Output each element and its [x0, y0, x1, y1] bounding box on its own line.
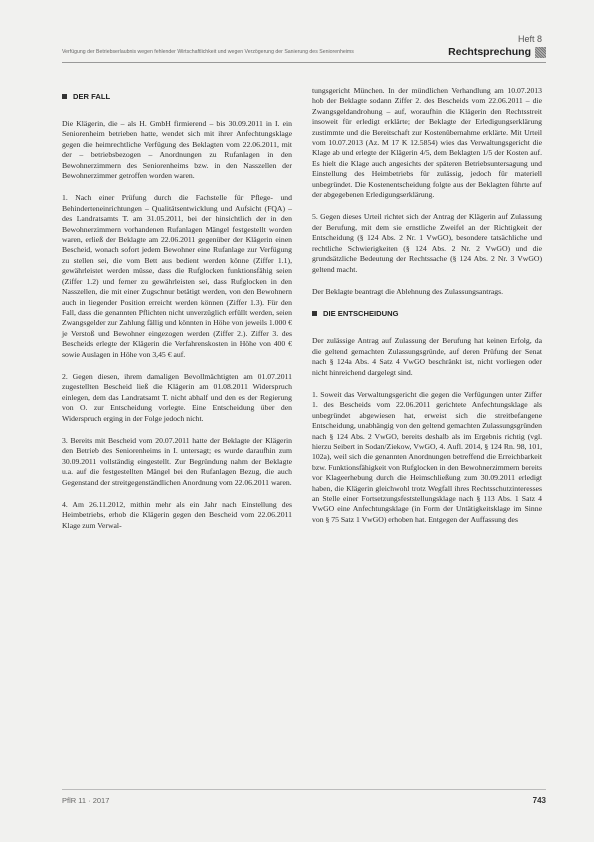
paragraph: 3. Bereits mit Bescheid vom 20.07.2011 hatte der Beklagte der Klägerin den Betrieb des Seniorenheims in I. untersagt; es wurde daraufhin zum 30.09.2011 vollständig eingestellt. Zur Begründung nahm der Beklagte u.a. auf die festgestellten Mängel bei den Rufanlagen Bezug, die auch Gegenstand der streitgegenständlichen Anordnung vom 22.06.2011 waren.	[62, 435, 292, 487]
section-tag: Heft 8	[517, 34, 542, 44]
footer	[62, 794, 546, 806]
section-heading-entscheidung: DIE ENTSCHEIDUNG	[312, 309, 542, 318]
paragraph: 2. Gegen diesen, ihrem damaligen Bevollmächtigten am 01.07.2011 zugestellten Bescheid ließ die Klägerin am 01.08.2011 Widerspruch einlegen, dem das Landratsamt T. nicht abhalf und den es der Regierung von O. zur Entscheidung vorlegte. Eine Entscheidung über den Widerspruch erging in der Folge jedoch nicht.	[62, 371, 292, 423]
section-heading-fall: DER FALL	[62, 92, 292, 101]
rubric-box-icon	[535, 47, 546, 58]
paragraph: Die Klägerin, die – als H. GmbH firmierend – bis 30.09.2011 in I. ein Seniorenheim betrieben hatte, wendet sich mit ihrer Anfechtungsklage gegen die heimrechtliche Verfügung des Beklagten vom 22.06.2011, mit der – betriebsbezogen – Anordnungen zu Rufanlagen in den Bewohnerzimmern des Seniorenheims bzw. in den Nasszellen der Bewohnerzimmer getroffen worden waren.	[62, 119, 292, 181]
paragraph: 1. Nach einer Prüfung durch die Fachstelle für Pflege- und Behinderteneinrichtungen – Qualitätsentwicklung und Aufsicht (FQA) – des Landratsamts T. am 31.05.2011, bei der hinsichtlich der in den Bewohnerzimmern vorhandenen Rufanlagen Mängel festgestellt worden waren, erließ der Beklagte am 22.06.2011 gegenüber der Klägerin einen Bescheid, wonach sofort jedem Bewohner eine Rufanlage zur Verfügung zu stellen sei, die vom Bett aus bedient werden könne (Ziffer 1.1), gewährleistet werden müsse, dass die Rufglocken funktionsfähig seien (Ziffer 1.2) und ferner zu gewährleisten sei, dass Rufglocken in den Nasszellen, die mit einer Zugschnur betätigt werden, von den Bewohnern auch in liegender Position erreicht werden können (Ziffer 1.3). Für den Fall, dass die genannten Pflichten nicht unverzüglich erfüllt werden, seien Zwangsgelder zur Zahlung fällig und könnten in Höhe von jeweils 1.000 € je Verstoß und Bewohner eingezogen werden (Ziffer 2.). Ziffer 3. des Bescheids erlegte der Klägerin die Verfahrenskosten in Höhe von 400 € sowie Auslagen in Höhe von 3,45 € auf.	[62, 193, 292, 359]
square-bullet-icon	[312, 311, 317, 316]
paragraph: Der zulässige Antrag auf Zulassung der Berufung hat keinen Erfolg, da die geltend gemachten Zulassungsgründe, auf deren Prüfung der Senat nach § 124a Abs. 4 Satz 4 VwGO beschränkt ist, nicht vorliegen oder nicht hinreichend dargelegt sind.	[312, 336, 542, 377]
paragraph: Der Beklagte beantragt die Ablehnung des Zulassungsantrags.	[312, 286, 504, 296]
page-number: 743	[532, 795, 546, 805]
paragraph: tungsgericht München. In der mündlichen Verhandlung am 10.07.2013 hob der Beklagte sodann Ziffer 2. des Bescheids vom 22.06.2011 – die Zwangsgeldandrohung – auf, woraufhin die Klägerin den Rechtsstreit insoweit für erledigt erklärte; der Beklagte der Erledigungserklärung zustimmte und die Bereitschaft zur Kostenübernahme erklärte. Mit Urteil vom 10.07.2013 (Az. M 17 K 12.5854) wies das Verwaltungsgericht die Klage ab und erlegte der Klägerin 4/5, dem Beklagten 1/5 der Kosten auf. Es hielt die Klage auch angesichts der späteren Betriebsuntersagung und Einstellung des Heimbetriebs für zulässig, jedoch für materiell unbegründet. Die Kostenentscheidung folgte aus der Beklagten führte auf der abgegebenen Erledigungserklärung.	[312, 86, 542, 200]
rubric-label: Rechtsprechung	[448, 46, 531, 58]
paragraph: 4. Am 26.11.2012, mithin mehr als ein Jahr nach Einstellung des Heimbetriebs, erhob die Klägerin gegen den Bescheid vom 22.06.2011 Klage zum Verwal-	[62, 500, 292, 530]
footer-rule	[62, 789, 546, 790]
left-column	[62, 92, 292, 543]
paragraph: 5. Gegen dieses Urteil richtet sich der Antrag der Klägerin auf Zulassung der Berufung, mit dem sie ernstliche Zweifel an der Richtigkeit der Entscheidung (§ 124 Abs. 2 Nr. 1 VwGO), besondere tatsächliche und rechtliche Schwierigkeiten (§ 124 Abs. 2 Nr. 2 VwGO) und die grundsätzliche Bedeutung der Rechtssache (§ 124 Abs. 2 Nr. 3 VwGO) geltend macht.	[312, 212, 542, 274]
running-header	[62, 42, 546, 63]
rubric	[448, 46, 546, 58]
journal-issue: PflR 11 · 2017	[62, 795, 110, 805]
right-column	[312, 86, 542, 537]
header-subtitle: Verfügung der Betriebserlaubnis wegen fehlender Wirtschaftlichkeit und wegen Verzögerung der Sanierung des Seniorenheims	[62, 49, 354, 55]
square-bullet-icon	[62, 94, 67, 99]
paragraph: 1. Soweit das Verwaltungsgericht die gegen die Verfügungen unter Ziffer 1. des Bescheids vom 22.06.2011 gerichtete Anfechtungsklage als unbegründet abgewiesen hat, erweist sich die streitbefangene Entscheidung, unabhängig von den geltend gemachten Zulassungsgründen nach § 124 Abs. 2 VwGO, bereits deshalb als im Ergebnis richtig (vgl. hierzu Seibert in Sodan/Ziekow, VwGO, 4. Aufl. 2014, § 124 Rn. 98, 101, 102a), weil sich die genannten Anordnungen betreffend die Erreichbarkeit bzw. Funktionsfähigkeit von Rufglocken in den Bewohnerzimmern bereits vor Klageerhebung durch die Heimschließung zum 30.09.2011 erledigt haben, die Klägerin gleichwohl trotz Wegfall ihres Rechtsschutzinteresses an Stelle einer Fortsetzungsfeststellungsklage nach § 113 Abs. 1 Satz 4 VwGO eine Anfechtungsklage (in Form der Untätigkeitsklage im Sinne von § 75 Satz 1 VwGO) erhoben hat. Entgegen der Auffassung des	[312, 389, 542, 524]
